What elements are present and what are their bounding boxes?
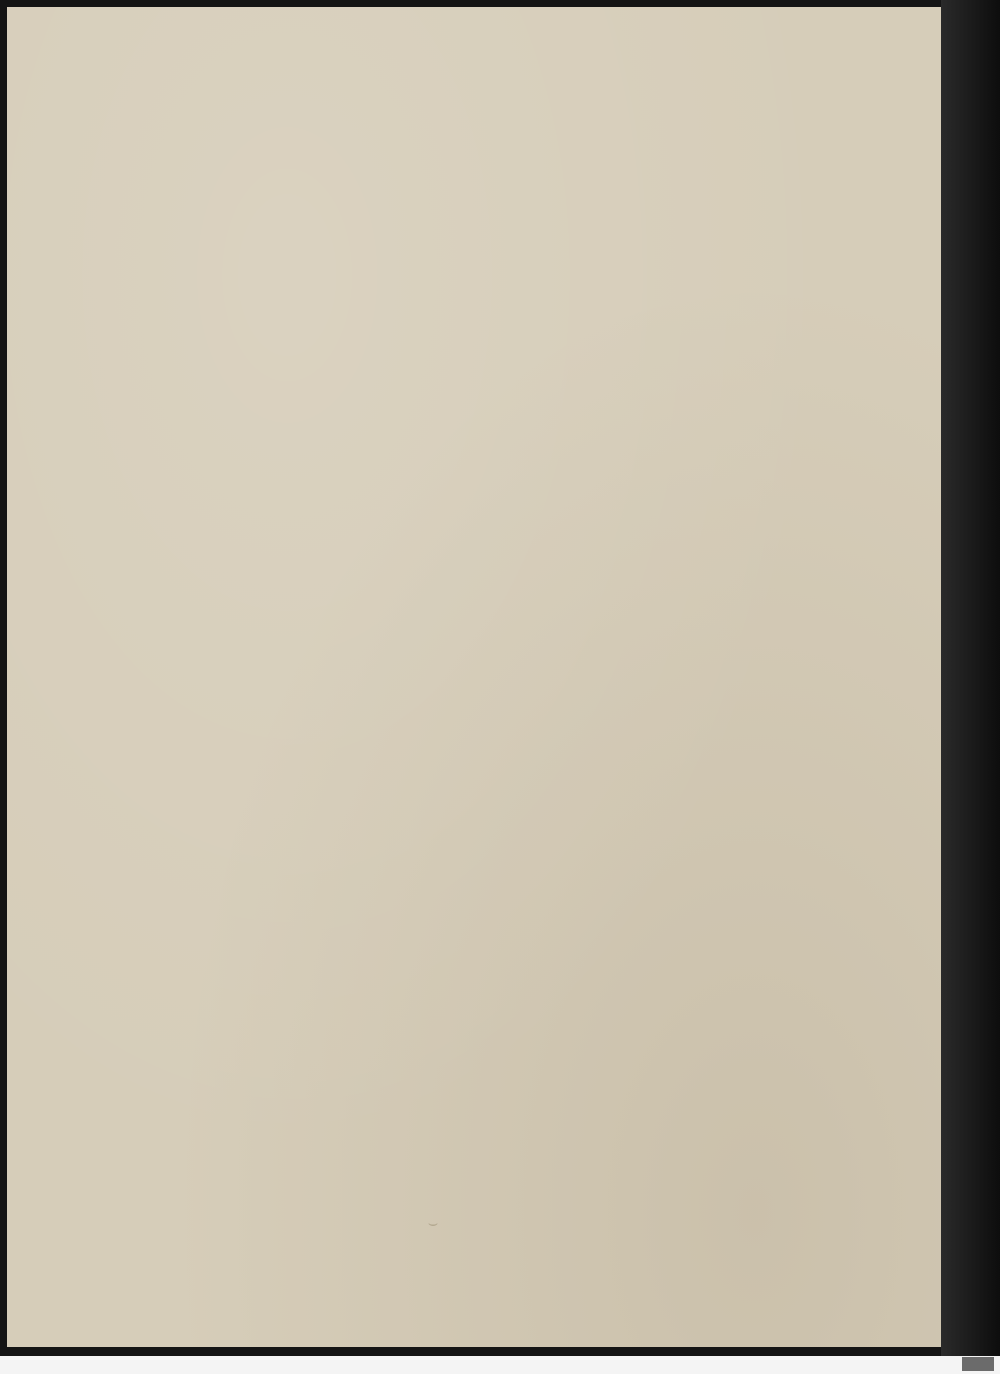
page-ornament: ⌣ <box>427 1215 439 1232</box>
footer-bar <box>0 1356 1000 1374</box>
book-page <box>7 7 941 1347</box>
scan-edge <box>941 0 1000 1356</box>
page-text <box>120 112 700 180</box>
dfg-logo <box>962 1357 994 1371</box>
page-footer-row <box>120 150 700 180</box>
note-b-line-1 <box>120 116 700 146</box>
